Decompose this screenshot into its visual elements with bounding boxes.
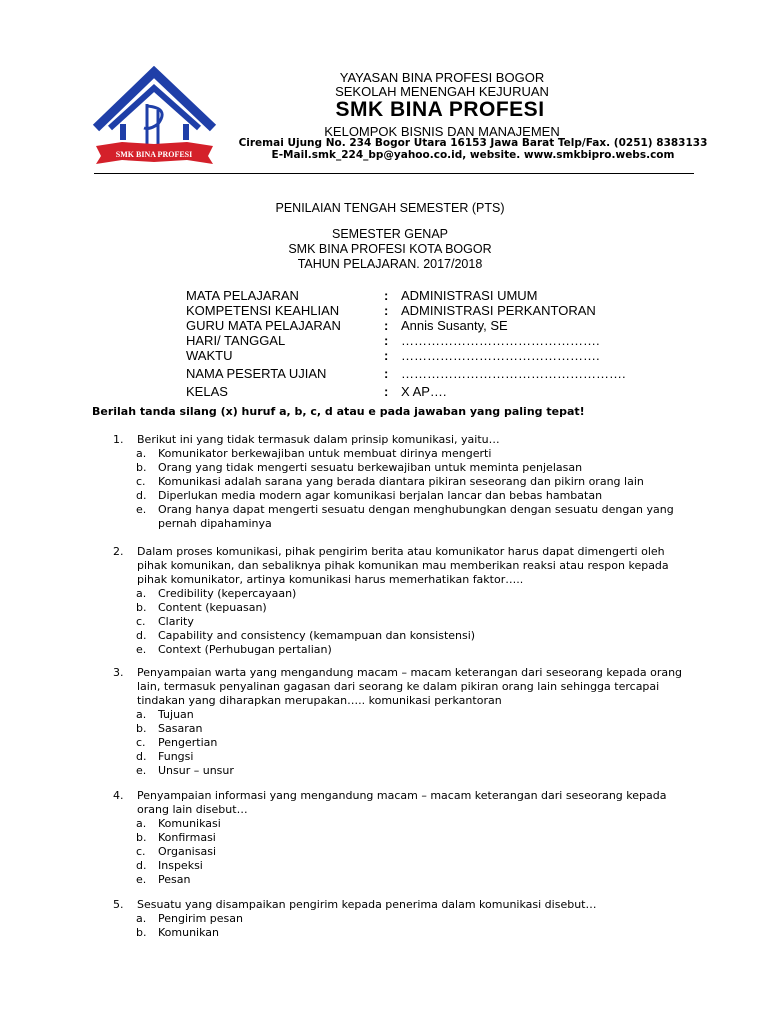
question-stem: Berikut ini yang tidak termasuk dalam prinsip komunikasi, yaitu… bbox=[137, 433, 500, 446]
option-letter: e. bbox=[136, 643, 147, 656]
option-letter: a. bbox=[136, 817, 147, 830]
answer-option[interactable] bbox=[136, 447, 683, 461]
info-value: ………………………………………. bbox=[401, 333, 600, 348]
info-label: KELAS bbox=[186, 384, 228, 399]
school-logo bbox=[92, 66, 217, 171]
option-text: Unsur – unsur bbox=[158, 764, 234, 777]
info-row bbox=[186, 366, 626, 384]
option-text: Komunikator berkewajiban untuk membuat dirinya mengerti bbox=[158, 447, 492, 460]
info-row bbox=[186, 333, 626, 348]
option-letter: b. bbox=[136, 722, 147, 735]
info-colon: : bbox=[384, 384, 389, 399]
question-number: 5. bbox=[113, 898, 124, 911]
info-label: MATA PELAJARAN bbox=[186, 288, 299, 303]
option-text: Komunikasi adalah sarana yang berada diantara pikiran seseorang dan pikirn orang lain bbox=[158, 475, 644, 488]
option-letter: a. bbox=[136, 912, 147, 925]
answer-option[interactable] bbox=[136, 489, 683, 503]
answer-option[interactable] bbox=[136, 503, 683, 531]
option-text: Pengertian bbox=[158, 736, 218, 749]
option-text: Credibility (kepercayaan) bbox=[158, 587, 297, 600]
answer-option[interactable] bbox=[136, 831, 683, 845]
option-letter: e. bbox=[136, 503, 147, 516]
answer-option[interactable] bbox=[136, 859, 683, 873]
exam-school-city: SMK BINA PROFESI KOTA BOGOR bbox=[288, 242, 492, 256]
info-colon: : bbox=[384, 348, 389, 363]
option-letter: d. bbox=[136, 629, 147, 642]
option-letter: b. bbox=[136, 926, 147, 939]
option-letter: d. bbox=[136, 859, 147, 872]
answer-option[interactable] bbox=[136, 736, 683, 750]
option-text: Pesan bbox=[158, 873, 191, 886]
option-text: Capability and consistency (kemampuan dan konsistensi) bbox=[158, 629, 476, 642]
option-letter: a. bbox=[136, 708, 147, 721]
answer-option[interactable] bbox=[136, 708, 683, 722]
option-letter: e. bbox=[136, 764, 147, 777]
option-letter: d. bbox=[136, 750, 147, 763]
option-letter: c. bbox=[136, 475, 146, 488]
option-text: Komunikan bbox=[158, 926, 219, 939]
info-value: ……………………………………………. bbox=[401, 366, 626, 381]
info-row bbox=[186, 348, 626, 366]
option-text: Inspeksi bbox=[158, 859, 203, 872]
answer-option[interactable] bbox=[136, 629, 683, 643]
answer-option[interactable] bbox=[136, 615, 683, 629]
option-letter: c. bbox=[136, 615, 146, 628]
info-label: HARI/ TANGGAL bbox=[186, 333, 286, 348]
business-group: KELOMPOK BISNIS DAN MANAJEMEN bbox=[324, 124, 560, 139]
question-number: 2. bbox=[113, 545, 124, 558]
option-text: Konfirmasi bbox=[158, 831, 216, 844]
info-value: X AP…. bbox=[401, 384, 447, 399]
answer-option[interactable] bbox=[136, 750, 683, 764]
info-row bbox=[186, 318, 626, 333]
question-item bbox=[113, 898, 683, 940]
answer-option[interactable] bbox=[136, 475, 683, 489]
info-row bbox=[186, 303, 626, 318]
question-number: 1. bbox=[113, 433, 124, 446]
question-stem: Sesuatu yang disampaikan pengirim kepada penerima dalam komunikasi disebut… bbox=[137, 898, 597, 911]
info-row bbox=[186, 384, 626, 399]
info-value: ………………………………………. bbox=[401, 348, 600, 363]
option-text: Content (kepuasan) bbox=[158, 601, 267, 614]
instruction-text: Berilah tanda silang (x) huruf a, b, c, d atau e pada jawaban yang paling tepat! bbox=[92, 405, 585, 418]
option-letter: b. bbox=[136, 601, 147, 614]
question-stem: Penyampaian informasi yang mengandung macam – macam keterangan dari seseorang kepada orang lain disebut… bbox=[137, 789, 667, 816]
info-colon: : bbox=[384, 303, 389, 318]
exam-year: TAHUN PELAJARAN. 2017/2018 bbox=[297, 257, 483, 271]
info-label: WAKTU bbox=[186, 348, 233, 363]
answer-option[interactable] bbox=[136, 873, 683, 887]
option-letter: a. bbox=[136, 447, 147, 460]
option-text: Sasaran bbox=[158, 722, 203, 735]
answer-option[interactable] bbox=[136, 601, 683, 615]
answer-option[interactable] bbox=[136, 722, 683, 736]
answer-option[interactable] bbox=[136, 461, 683, 475]
answer-option[interactable] bbox=[136, 845, 683, 859]
option-text: Diperlukan media modern agar komunikasi berjalan lancar dan bebas hambatan bbox=[158, 489, 603, 502]
foundation-name: YAYASAN BINA PROFESI BOGOR bbox=[339, 70, 545, 85]
info-label: GURU MATA PELAJARAN bbox=[186, 318, 341, 333]
option-letter: e. bbox=[136, 873, 147, 886]
info-label: NAMA PESERTA UJIAN bbox=[186, 366, 327, 381]
option-letter: c. bbox=[136, 845, 146, 858]
exam-title: PENILAIAN TENGAH SEMESTER (PTS) bbox=[275, 201, 505, 215]
option-text: Context (Perhubugan pertalian) bbox=[158, 643, 332, 656]
option-text: Komunikasi bbox=[158, 817, 221, 830]
question-item bbox=[113, 433, 683, 531]
option-letter: a. bbox=[136, 587, 147, 600]
school-name: SMK BINA PROFESI bbox=[335, 98, 545, 121]
question-number: 4. bbox=[113, 789, 124, 802]
school-type: SEKOLAH MENENGAH KEJURUAN bbox=[335, 84, 549, 99]
school-address: Ciremai Ujung No. 234 Bogor Utara 16153 Jawa Barat Telp/Fax. (0251) 8383133 bbox=[238, 137, 708, 149]
question-number: 3. bbox=[113, 666, 124, 679]
info-colon: : bbox=[384, 288, 389, 303]
answer-option[interactable] bbox=[136, 817, 683, 831]
header-divider bbox=[94, 173, 694, 174]
question-item bbox=[113, 545, 683, 657]
answer-option[interactable] bbox=[136, 926, 683, 940]
question-item bbox=[113, 789, 683, 887]
option-text: Tujuan bbox=[158, 708, 194, 721]
option-text: Organisasi bbox=[158, 845, 216, 858]
info-row bbox=[186, 288, 626, 303]
option-text: Orang hanya dapat mengerti sesuatu dengan menghubungkan dengan sesuatu dengan yang pernah dipahaminya bbox=[158, 503, 674, 530]
answer-option[interactable] bbox=[136, 764, 683, 778]
answer-option[interactable] bbox=[136, 587, 683, 601]
option-letter: d. bbox=[136, 489, 147, 502]
school-email: E-Mail.smk_224_bp@yahoo.co.id, website. www.smkbipro.webs.com bbox=[271, 149, 675, 161]
info-label: KOMPETENSI KEAHLIAN bbox=[186, 303, 340, 318]
option-letter: b. bbox=[136, 831, 147, 844]
answer-option[interactable] bbox=[136, 912, 683, 926]
answer-option[interactable] bbox=[136, 643, 683, 657]
option-text: Pengirim pesan bbox=[158, 912, 244, 925]
question-item bbox=[113, 666, 683, 778]
exam-info-table bbox=[186, 288, 626, 399]
option-text: Fungsi bbox=[158, 750, 194, 763]
info-value: ADMINISTRASI UMUM bbox=[401, 288, 538, 303]
option-text: Orang yang tidak mengerti sesuatu berkewajiban untuk meminta penjelasan bbox=[158, 461, 583, 474]
info-value: ADMINISTRASI PERKANTORAN bbox=[401, 303, 596, 318]
info-colon: : bbox=[384, 366, 389, 381]
option-text: Clarity bbox=[158, 615, 194, 628]
option-letter: c. bbox=[136, 736, 146, 749]
option-letter: b. bbox=[136, 461, 147, 474]
question-stem: Dalam proses komunikasi, pihak pengirim berita atau komunikator harus dapat dimengerti oleh pihak komunikan, dan sebaliknya pihak komunikan mau memberikan reaksi atau respon kepada pihak komunikator, artinya komunikasi harus memerhatikan faktor….. bbox=[137, 545, 669, 586]
logo-banner-text: SMK BINA PROFESI bbox=[115, 150, 193, 159]
info-value: Annis Susanty, SE bbox=[401, 318, 508, 333]
info-colon: : bbox=[384, 318, 389, 333]
question-stem: Penyampaian warta yang mengandung macam – macam keterangan dari seseorang kepada orang lain, termasuk penyalinan gagasan dari seorang ke dalam pikiran orang lain sehingga tercapai tindakan yang diharapkan merupakan….. komunikasi perkantoran bbox=[137, 666, 683, 707]
info-colon: : bbox=[384, 333, 389, 348]
exam-semester: SEMESTER GENAP bbox=[332, 227, 448, 241]
